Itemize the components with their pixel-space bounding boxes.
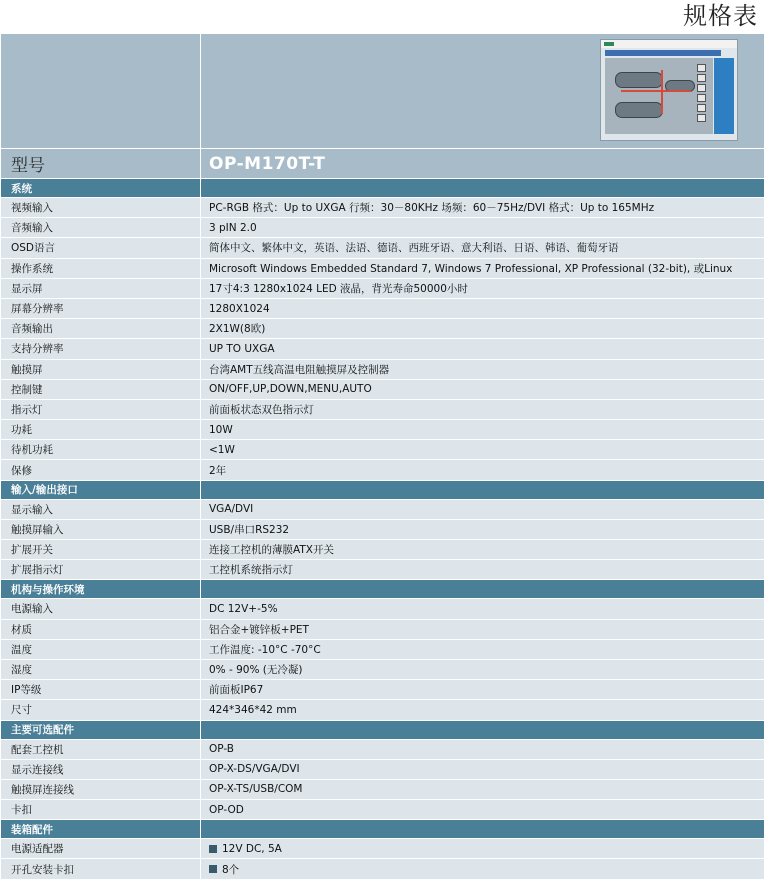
spec-row (1, 420, 764, 440)
spec-row (1, 360, 764, 380)
spec-row (1, 540, 764, 560)
spec-label: OSD语言 (1, 238, 201, 257)
spec-label: 电源输入 (1, 599, 201, 618)
spec-row (1, 760, 764, 780)
section-header (1, 481, 764, 500)
spec-value: PC-RGB 格式：Up to UXGA 行频：30－80KHz 场频：60－75Hz/DVI 格式：Up to 165MHz (209, 202, 655, 215)
spec-value: VGA/DVI (209, 503, 254, 516)
spec-label: 温度 (1, 640, 201, 659)
spec-label: 卡扣 (1, 800, 201, 819)
model-label: 型号 (1, 149, 201, 178)
square-bullet-icon (209, 845, 217, 853)
spec-value: OP-X-TS/USB/COM (209, 783, 303, 796)
spec-row (1, 680, 764, 700)
spec-label: 触摸屏输入 (1, 520, 201, 539)
spec-label: 扩展指示灯 (1, 560, 201, 579)
spec-row (1, 660, 764, 680)
spec-row (1, 218, 764, 238)
spec-label: 湿度 (1, 660, 201, 679)
spec-row (1, 460, 764, 480)
spec-value: 8个 (222, 863, 240, 876)
spec-value: 12V DC, 5A (222, 842, 282, 855)
spec-value: 3 pIN 2.0 (209, 221, 257, 234)
spec-value: DC 12V+-5% (209, 602, 278, 615)
spec-label: 配套工控机 (1, 740, 201, 759)
spec-label: 指示灯 (1, 400, 201, 419)
page-title: 规格表 (683, 2, 758, 30)
spec-value: OP-X-DS/VGA/DVI (209, 763, 300, 776)
spec-label: 操作系统 (1, 259, 201, 278)
spec-value: 铝合金+镀锌板+PET (209, 623, 309, 636)
spec-label: 触摸屏连接线 (1, 780, 201, 799)
spec-row (1, 380, 764, 400)
spec-label: 音频输入 (1, 218, 201, 237)
spec-value: 2X1W(8欧) (209, 323, 266, 336)
spec-value: 17寸4:3 1280x1024 LED 液晶，背光寿命50000小时 (209, 282, 468, 295)
section-header (1, 179, 764, 198)
spec-row (1, 500, 764, 520)
section-header (1, 580, 764, 599)
spec-value: 1280X1024 (209, 302, 270, 315)
spec-row (1, 640, 764, 660)
spec-label: 显示屏 (1, 279, 201, 298)
spec-label: 保修 (1, 460, 201, 479)
spec-row (1, 560, 764, 580)
spec-value: 工作温度: -10°C -70°C (209, 643, 321, 656)
spec-label: IP等级 (1, 680, 201, 699)
spec-row (1, 520, 764, 540)
spec-value: USB/串口RS232 (209, 523, 290, 536)
spec-value: OP-OD (209, 803, 244, 816)
spec-row (1, 238, 764, 258)
spec-row (1, 620, 764, 640)
spec-row (1, 800, 764, 820)
spec-value: 连接工控机的薄膜ATX开关 (209, 544, 334, 557)
spec-row (1, 839, 764, 859)
section-title: 主要可选配件 (1, 721, 201, 739)
spec-row (1, 299, 764, 319)
spec-row (1, 700, 764, 720)
spec-value: 10W (209, 423, 233, 436)
section-title: 机构与操作环境 (1, 580, 201, 598)
spec-label: 电源适配器 (1, 839, 201, 858)
spec-value: Microsoft Windows Embedded Standard 7, Windows 7 Professional, XP Professional (32-bit), 或Linux (209, 262, 733, 275)
spec-value: 424*346*42 mm (209, 703, 297, 716)
spec-label: 显示连接线 (1, 760, 201, 779)
spec-row (1, 259, 764, 279)
model-value: OP-M170T-T (201, 149, 764, 178)
product-screenshot-image (600, 39, 738, 141)
spec-row (1, 440, 764, 460)
spec-value: 2年 (209, 464, 227, 477)
section-header (1, 721, 764, 740)
product-image-row (1, 34, 764, 149)
section-header (1, 820, 764, 839)
spec-row (1, 319, 764, 339)
spec-label: 待机功耗 (1, 440, 201, 459)
section-title: 输入/输出接口 (1, 481, 201, 499)
model-row (1, 149, 764, 179)
spec-label: 音频输出 (1, 319, 201, 338)
spec-row (1, 279, 764, 299)
spec-label: 扩展开关 (1, 540, 201, 559)
spec-row (1, 400, 764, 420)
spec-label: 屏幕分辨率 (1, 299, 201, 318)
spec-label: 控制键 (1, 380, 201, 399)
section-title: 装箱配件 (1, 820, 201, 838)
spec-label: 功耗 (1, 420, 201, 439)
square-bullet-icon (209, 865, 217, 873)
spec-row (1, 599, 764, 619)
spec-value: OP-B (209, 743, 234, 756)
spec-value: 简体中文、繁体中文，英语、法语、德语、西班牙语、意大利语、日语、韩语、葡萄牙语 (209, 242, 619, 255)
spec-value: 前面板IP67 (209, 684, 264, 697)
spec-row (1, 740, 764, 760)
spec-label: 显示输入 (1, 500, 201, 519)
spec-label: 触摸屏 (1, 360, 201, 379)
spec-label: 视频输入 (1, 198, 201, 217)
spec-label: 支持分辨率 (1, 339, 201, 358)
spec-row (1, 859, 764, 879)
spec-value: <1W (209, 443, 235, 456)
spec-label: 开孔安装卡扣 (1, 859, 201, 878)
spec-label: 尺寸 (1, 700, 201, 719)
section-title: 系统 (1, 179, 201, 197)
spec-table (0, 34, 764, 880)
spec-value: ON/OFF,UP,DOWN,MENU,AUTO (209, 383, 372, 396)
spec-value: 工控机系统指示灯 (209, 564, 293, 577)
spec-value: UP TO UXGA (209, 342, 275, 355)
spec-label: 材质 (1, 620, 201, 639)
spec-row (1, 339, 764, 359)
spec-value: 前面板状态双色指示灯 (209, 403, 314, 416)
spec-row (1, 198, 764, 218)
spec-value: 0% - 90% (无冷凝) (209, 664, 303, 677)
spec-value: 台湾AMT五线高温电阻触摸屏及控制器 (209, 363, 390, 376)
spec-row (1, 780, 764, 800)
